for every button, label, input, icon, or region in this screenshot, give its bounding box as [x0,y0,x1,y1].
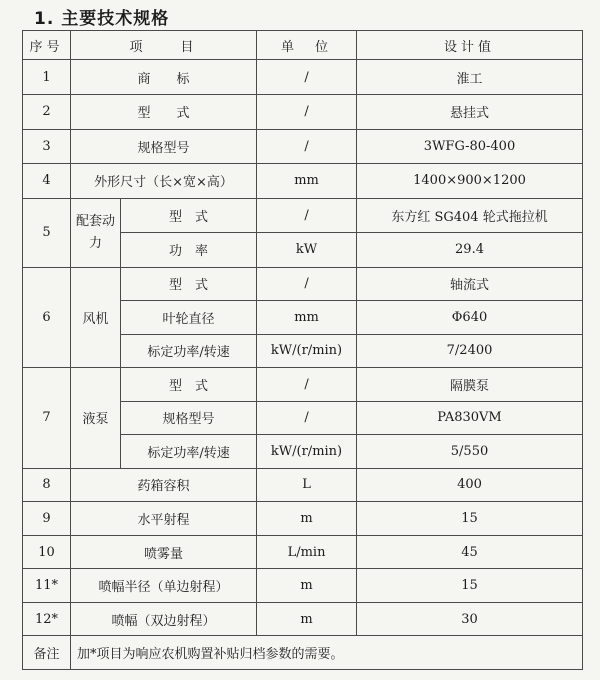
row-unit: mm [257,301,357,335]
table-row [23,129,583,164]
row-unit: mm [257,164,357,199]
row-unit: / [257,198,357,233]
header-item: 项 目 [71,31,257,60]
row-item: 喷幅（双边射程） [71,602,257,636]
row-no: 10 [23,535,71,569]
row-unit: kW [257,233,357,268]
row-value: 7/2400 [357,334,583,368]
note-text: 加*项目为响应农机购置补贴归档参数的需要。 [71,636,583,670]
row-no: 9 [23,502,71,536]
header-value: 设计值 [357,31,583,60]
row-value: 1400×900×1200 [357,164,583,199]
row-subitem: 叶轮直径 [121,301,257,335]
row-unit: kW/(r/min) [257,435,357,469]
row-unit: m [257,602,357,636]
row-value: 东方红 SG404 轮式拖拉机 [357,198,583,233]
row-value: 3WFG-80-400 [357,129,583,164]
row-subitem: 标定功率/转速 [121,435,257,469]
row-unit: L/min [257,535,357,569]
row-no: 12* [23,602,71,636]
row-unit: / [257,60,357,95]
row-no: 4 [23,164,71,199]
table-row [23,267,583,301]
row-item: 规格型号 [71,129,257,164]
row-unit: / [257,401,357,435]
row-item: 型 式 [71,94,257,129]
table-header-row [23,31,583,60]
row-no: 5 [23,198,71,267]
table-row [23,60,583,95]
row-value: Φ640 [357,301,583,335]
table-row [23,164,583,199]
row-value: 轴流式 [357,267,583,301]
table-note-row [23,636,583,670]
row-no: 6 [23,267,71,368]
row-item: 水平射程 [71,502,257,536]
row-group-label: 风机 [71,267,121,368]
row-subitem: 标定功率/转速 [121,334,257,368]
row-subitem: 功 率 [121,233,257,268]
row-no: 11* [23,569,71,603]
row-unit: / [257,368,357,402]
row-value: 悬挂式 [357,94,583,129]
row-item: 喷雾量 [71,535,257,569]
row-subitem: 型 式 [121,198,257,233]
table-row [23,468,583,502]
section-title: 1. 主要技术规格 [34,9,170,29]
row-unit: / [257,129,357,164]
table-row [23,535,583,569]
row-no: 8 [23,468,71,502]
row-no: 3 [23,129,71,164]
row-value: 淮工 [357,60,583,95]
table-row [23,502,583,536]
row-unit: / [257,94,357,129]
row-subitem: 规格型号 [121,401,257,435]
table-row [23,198,583,233]
row-group-label: 液泵 [71,368,121,469]
row-no: 2 [23,94,71,129]
row-value: 15 [357,569,583,603]
row-value: PA830VM [357,401,583,435]
row-unit: L [257,468,357,502]
row-no: 7 [23,368,71,469]
row-item: 外形尺寸（长×宽×高） [71,164,257,199]
note-label: 备注 [23,636,71,670]
row-subitem: 型 式 [121,368,257,402]
table-row [23,94,583,129]
row-value: 29.4 [357,233,583,268]
row-unit: / [257,267,357,301]
row-value: 5/550 [357,435,583,469]
row-item: 商 标 [71,60,257,95]
row-unit: m [257,569,357,603]
row-value: 30 [357,602,583,636]
row-unit: kW/(r/min) [257,334,357,368]
header-unit: 单 位 [257,31,357,60]
row-no: 1 [23,60,71,95]
row-subitem: 型 式 [121,267,257,301]
table-row [23,569,583,603]
row-group-label: 配套动力 [71,198,121,267]
header-no: 序号 [23,31,71,60]
row-value: 隔膜泵 [357,368,583,402]
row-unit: m [257,502,357,536]
row-item: 药箱容积 [71,468,257,502]
row-item: 喷幅半径（单边射程） [71,569,257,603]
row-value: 15 [357,502,583,536]
table-row [23,368,583,402]
table-row [23,602,583,636]
row-value: 400 [357,468,583,502]
row-value: 45 [357,535,583,569]
spec-table [22,30,583,670]
